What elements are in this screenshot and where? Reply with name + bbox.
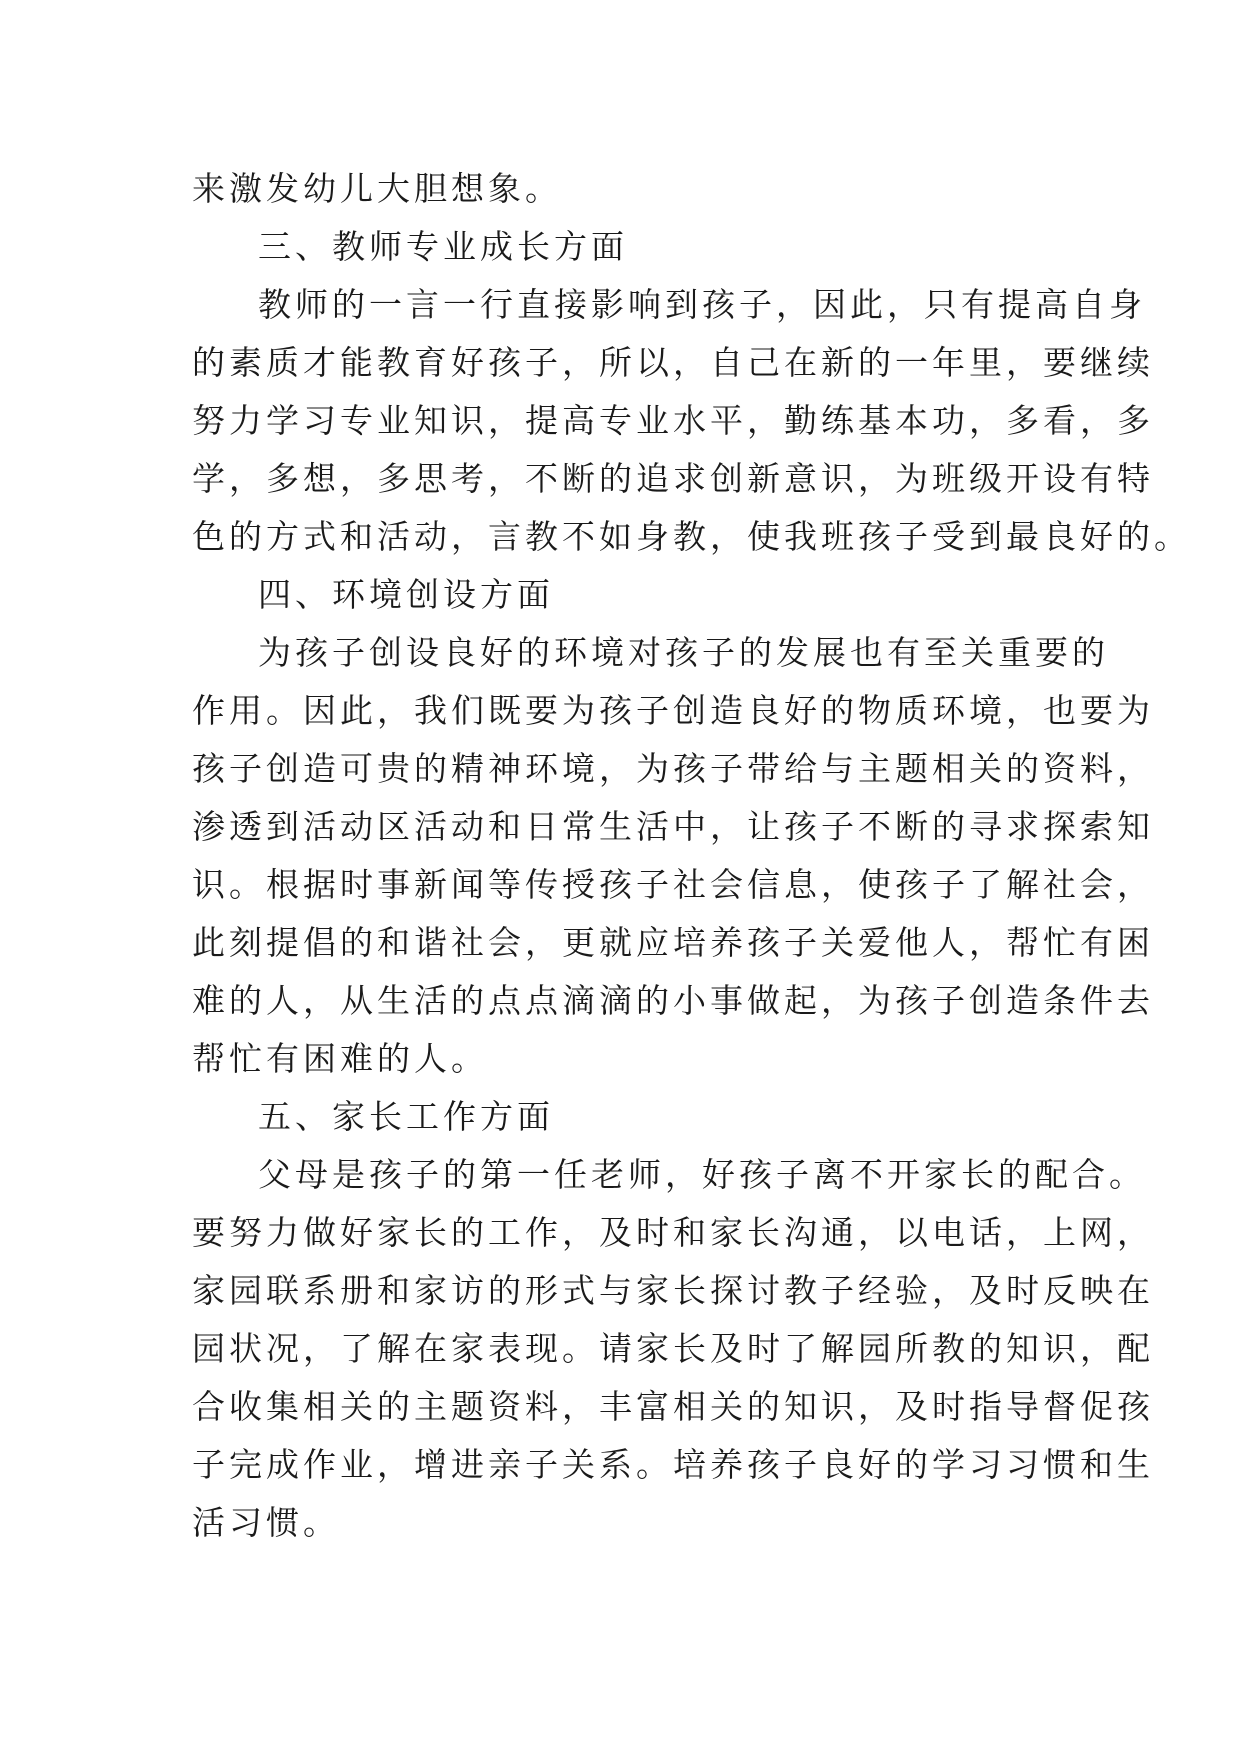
- document-body: [192, 160, 1191, 1552]
- text-line: 难的人，从生活的点点滴滴的小事做起，为孩子创造条件去: [192, 981, 1154, 1020]
- text-line: 为孩子创设良好的环境对孩子的发展也有至关重要的: [258, 633, 1109, 672]
- section-heading-environment: 四、环境创设方面: [258, 575, 554, 614]
- text-line: 来激发幼儿大胆想象。: [192, 169, 562, 208]
- text-line: 合收集相关的主题资料，丰富相关的知识，及时指导督促孩: [192, 1387, 1154, 1426]
- text-line: 作用。因此，我们既要为孩子创造良好的物质环境，也要为: [192, 691, 1154, 730]
- text-line: 识。根据时事新闻等传授孩子社会信息，使孩子了解社会，: [192, 865, 1154, 904]
- text-line: 渗透到活动区活动和日常生活中，让孩子不断的寻求探索知: [192, 807, 1154, 846]
- text-line: 孩子创造可贵的精神环境，为孩子带给与主题相关的资料，: [192, 749, 1154, 788]
- text-line: 色的方式和活动，言教不如身教，使我班孩子受到最良好的。: [192, 517, 1191, 556]
- section-heading-teacher-growth: 三、教师专业成长方面: [258, 227, 628, 266]
- text-line: 努力学习专业知识，提高专业水平，勤练基本功，多看，多: [192, 401, 1154, 440]
- text-line: 子完成作业，增进亲子关系。培养孩子良好的学习习惯和生: [192, 1445, 1154, 1484]
- text-line: 要努力做好家长的工作，及时和家长沟通，以电话，上网，: [192, 1213, 1154, 1252]
- text-line: 此刻提倡的和谐社会，更就应培养孩子关爱他人，帮忙有困: [192, 923, 1154, 962]
- text-line: 父母是孩子的第一任老师，好孩子离不开家长的配合。: [258, 1155, 1146, 1194]
- text-line: 的素质才能教育好孩子，所以，自己在新的一年里，要继续: [192, 343, 1154, 382]
- section-heading-parent-work: 五、家长工作方面: [258, 1097, 554, 1136]
- text-line: 帮忙有困难的人。: [192, 1039, 488, 1078]
- text-line: 教师的一言一行直接影响到孩子，因此，只有提高自身: [258, 285, 1146, 324]
- text-line: 学，多想，多思考，不断的追求创新意识，为班级开设有特: [192, 459, 1154, 498]
- text-line: 活习惯。: [192, 1503, 340, 1542]
- text-line: 园状况，了解在家表现。请家长及时了解园所教的知识，配: [192, 1329, 1154, 1368]
- text-line: 家园联系册和家访的形式与家长探讨教子经验，及时反映在: [192, 1271, 1154, 1310]
